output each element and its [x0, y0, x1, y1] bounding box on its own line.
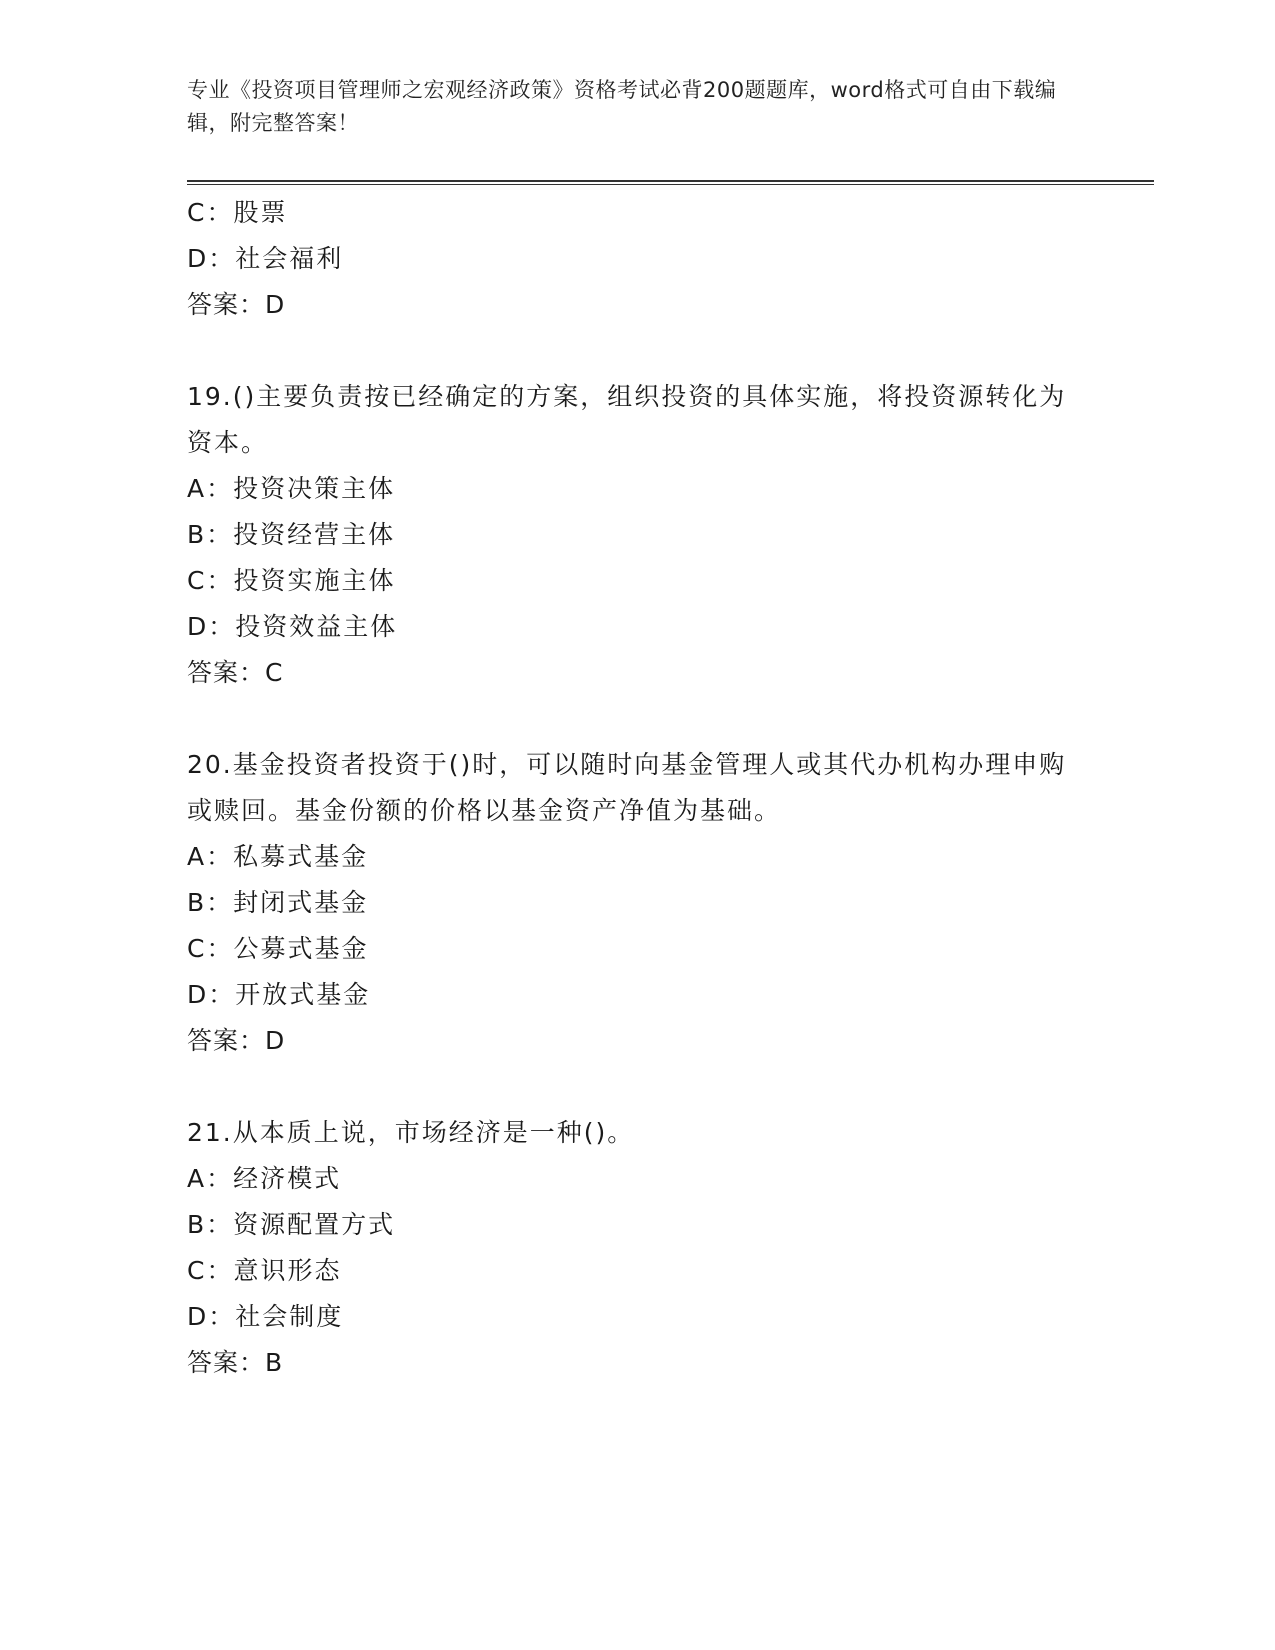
option-a	[187, 466, 1087, 512]
header-divider	[187, 180, 1154, 182]
header-divider-thin	[187, 184, 1154, 185]
option-text: 投资决策主体	[233, 474, 396, 503]
option-key: D：	[187, 1302, 236, 1331]
option-d	[187, 972, 1087, 1018]
option-b	[187, 1202, 1087, 1248]
question-carryover	[187, 190, 1087, 328]
option-d	[187, 1294, 1087, 1340]
option-c	[187, 926, 1087, 972]
option-a	[187, 834, 1087, 880]
option-key: C：	[187, 566, 234, 595]
question-19	[187, 374, 1087, 696]
option-b	[187, 880, 1087, 926]
option-key: C：	[187, 198, 234, 227]
option-b	[187, 512, 1087, 558]
option-text: 投资经营主体	[233, 520, 396, 549]
page-header: 专业《投资项目管理师之宏观经济政策》资格考试必背200题题库，word格式可自由下载编辑，附完整答案！	[187, 78, 1057, 135]
option-d	[187, 236, 1087, 282]
option-text: 投资实施主体	[233, 566, 396, 595]
option-text: 股票	[233, 198, 288, 227]
option-text: 意识形态	[233, 1256, 342, 1285]
answer-line: 答案：D	[187, 290, 286, 319]
answer-line: 答案：B	[187, 1348, 284, 1377]
option-key: C：	[187, 1256, 234, 1285]
option-key: B：	[187, 520, 234, 549]
option-key: A：	[187, 842, 234, 871]
option-a	[187, 1156, 1087, 1202]
answer-line: 答案：C	[187, 658, 284, 687]
option-key: D：	[187, 244, 236, 273]
option-key: B：	[187, 1210, 234, 1239]
option-text: 投资效益主体	[235, 612, 398, 641]
option-c	[187, 190, 1087, 236]
option-text: 开放式基金	[235, 980, 371, 1009]
question-20	[187, 742, 1087, 1064]
option-key: D：	[187, 612, 236, 641]
option-text: 私募式基金	[233, 842, 369, 871]
option-text: 经济模式	[233, 1164, 342, 1193]
question-list	[187, 190, 1087, 1386]
option-text: 封闭式基金	[233, 888, 369, 917]
option-text: 社会制度	[235, 1302, 344, 1331]
question-stem: 19.()主要负责按已经确定的方案，组织投资的具体实施，将投资源转化为资本。	[187, 382, 1067, 457]
question-stem: 20.基金投资者投资于()时，可以随时向基金管理人或其代办机构办理申购或赎回。基金份额的价格以基金资产净值为基础。	[187, 750, 1067, 825]
option-key: A：	[187, 474, 234, 503]
option-d	[187, 604, 1087, 650]
option-key: D：	[187, 980, 236, 1009]
option-text: 公募式基金	[233, 934, 369, 963]
option-c	[187, 558, 1087, 604]
question-stem: 21.从本质上说，市场经济是一种()。	[187, 1118, 635, 1147]
option-c	[187, 1248, 1087, 1294]
option-key: C：	[187, 934, 234, 963]
answer-line: 答案：D	[187, 1026, 286, 1055]
option-text: 社会福利	[235, 244, 344, 273]
option-key: A：	[187, 1164, 234, 1193]
option-text: 资源配置方式	[233, 1210, 396, 1239]
option-key: B：	[187, 888, 234, 917]
question-21	[187, 1110, 1087, 1386]
